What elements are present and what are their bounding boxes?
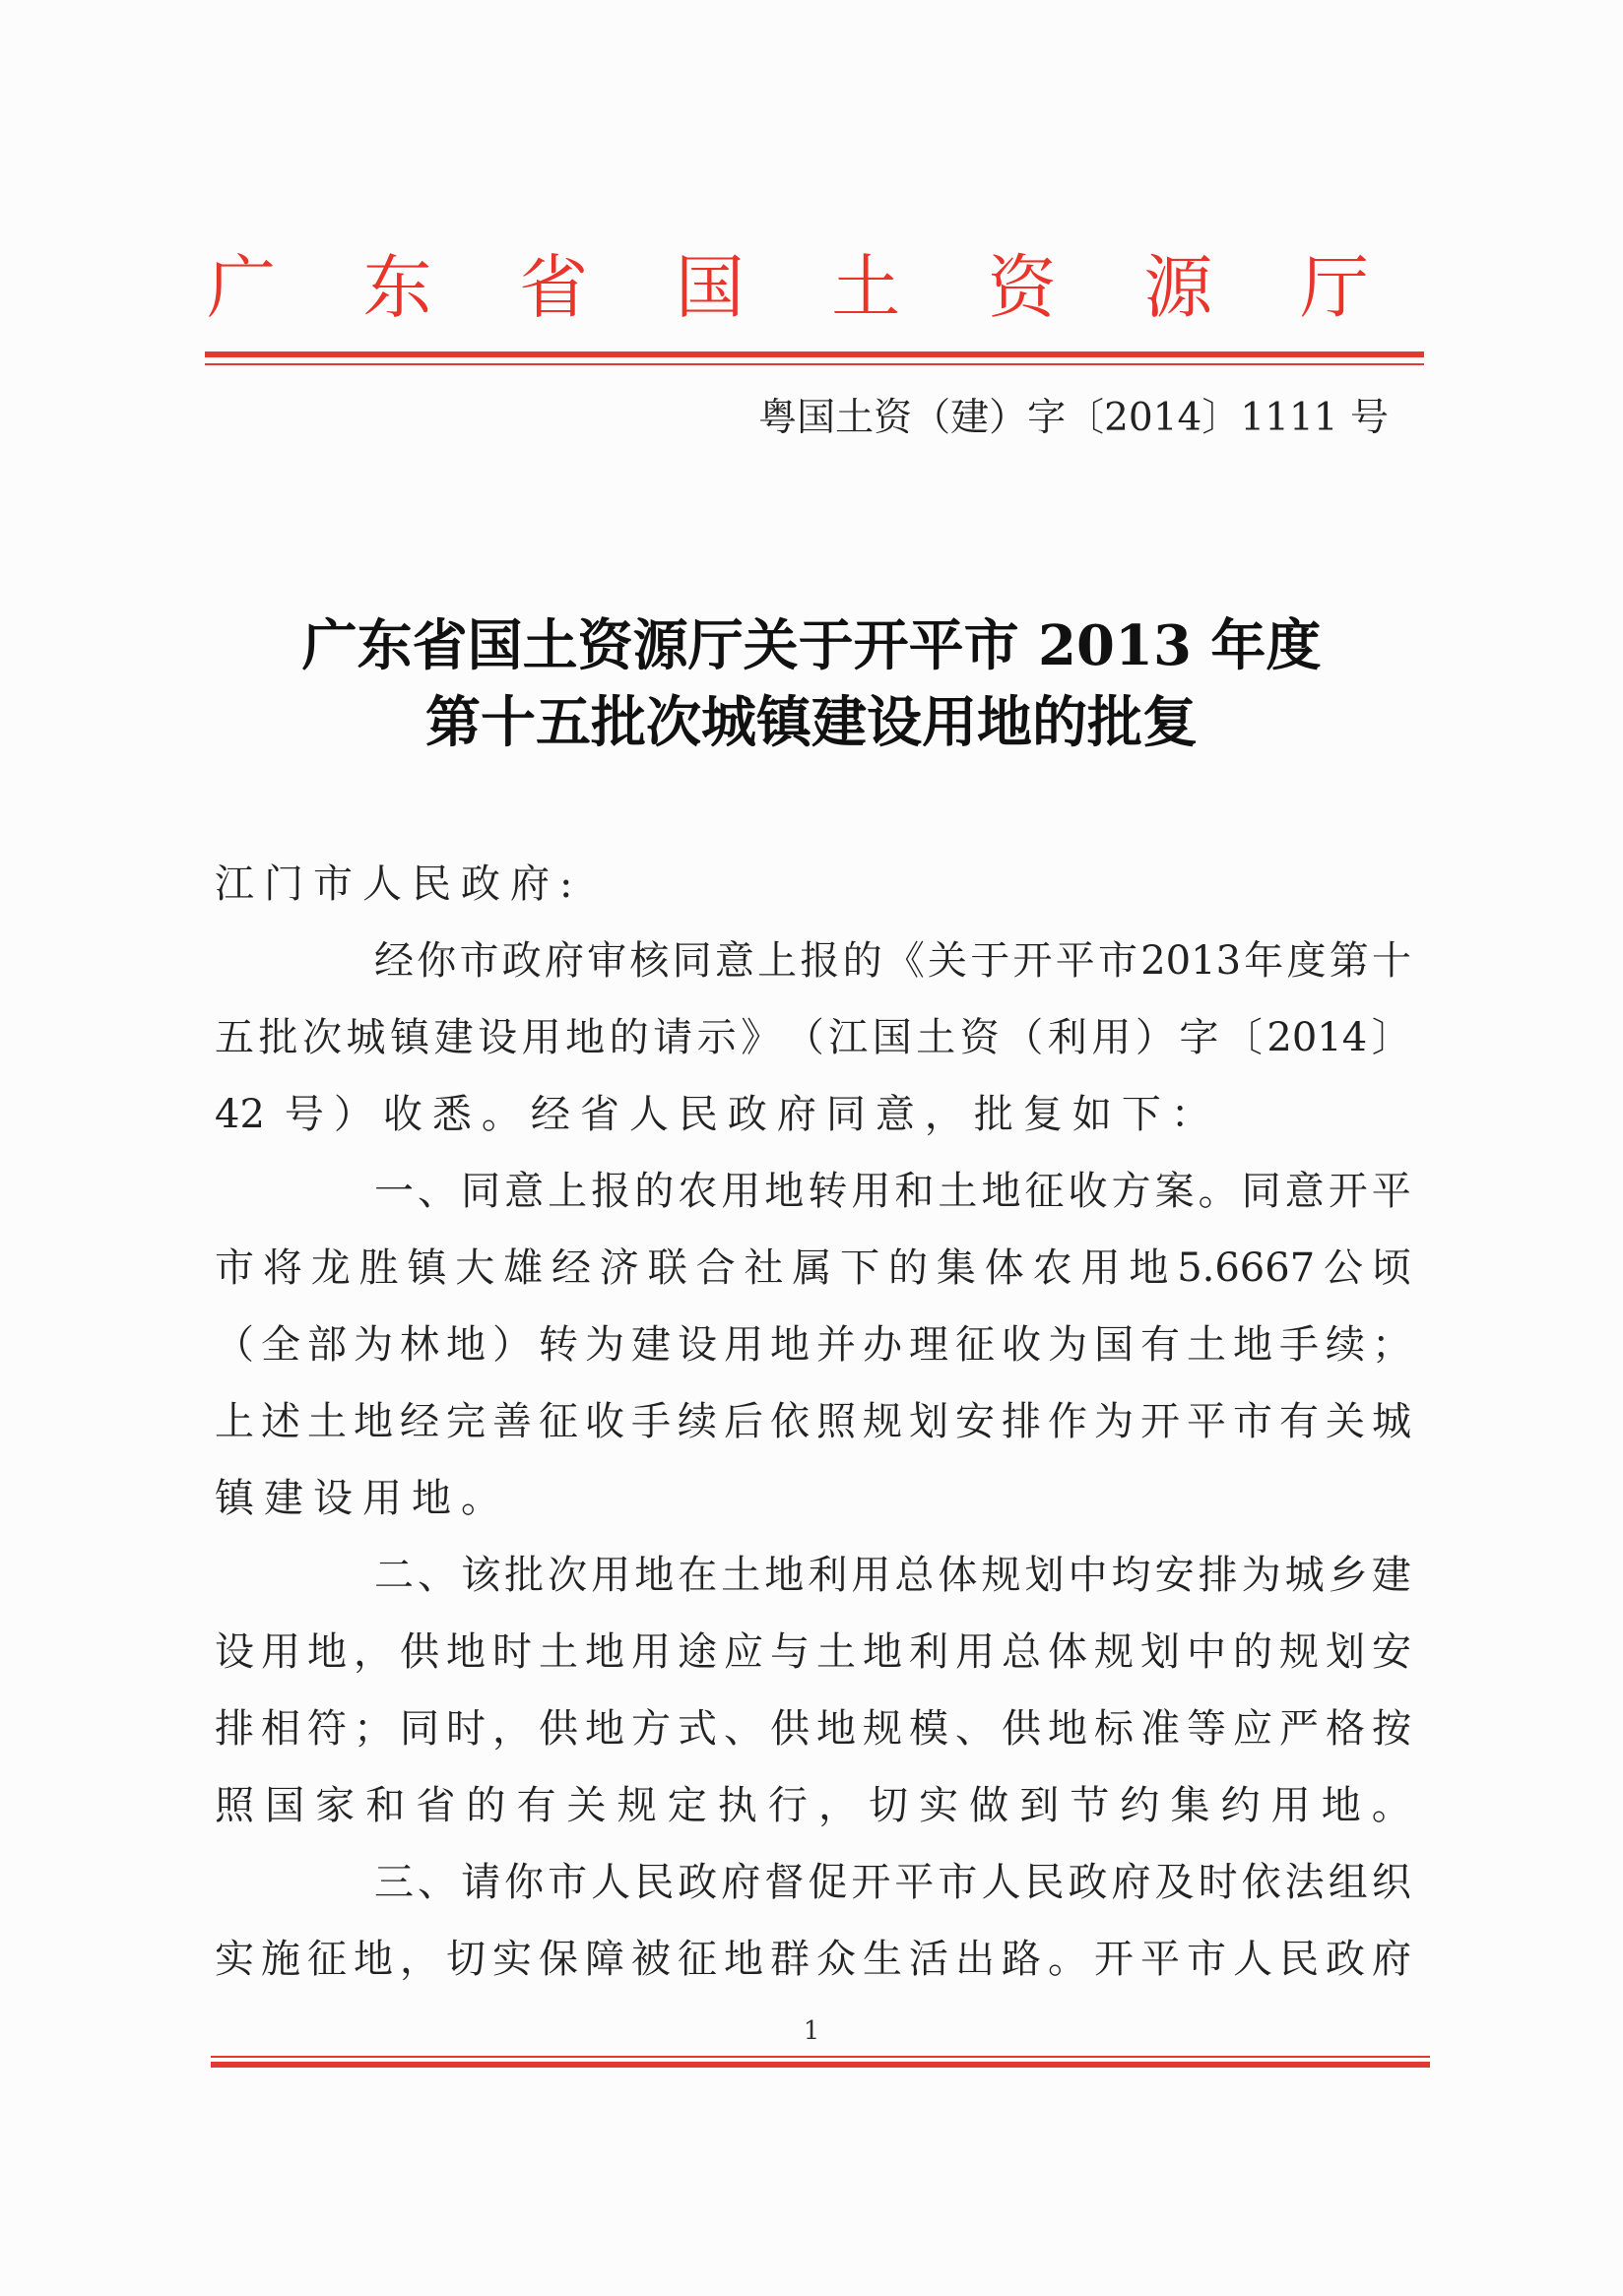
header-char: 厅 [1299,247,1369,328]
footer-red-rule-thick [211,2062,1430,2068]
body-line: 照 国 家 和 省 的 有 关 规 定 执 行 ， 切 实 做 到 节 约 集 约 用 地 。 [215,1783,1411,1828]
header-char: 省 [519,247,589,328]
header-char: 广 [207,247,276,328]
body-line: 排 相 符 ； 同 时 ， 供 地 方 式 、 供 地 规 模 、 供 地 标 准 等 应 严 格 按 [215,1706,1411,1752]
body-line: （ 全 部 为 林 地 ） 转 为 建 设 用 地 并 办 理 征 收 为 国 有 土 地 手 续 ； [215,1322,1411,1368]
header-red-rule-thick [205,351,1424,357]
header-char: 东 [362,247,432,328]
addressee-line: 江 门 市 人 民 政 府 : [215,861,573,907]
body-line: 五 批 次 城 镇 建 设 用 地 的 请 示 》 （ 江 国 土 资 （ 利 用 ） 字 〔 2014 〕 [215,1015,1411,1060]
body-line: 三 、 请 你 市 人 民 政 府 督 促 开 平 市 人 民 政 府 及 时 依 法 组 织 [374,1860,1411,1905]
body-line: 镇 建 设 用 地 。 [215,1476,500,1521]
body-line: 上 述 土 地 经 完 善 征 收 手 续 后 依 照 规 划 安 排 作 为 开 平 市 有 关 城 [215,1399,1411,1444]
header-red-rule-thin [205,363,1424,365]
body-line: 设 用 地 ， 供 地 时 土 地 用 途 应 与 土 地 利 用 总 体 规 划 中 的 规 划 安 [215,1629,1411,1675]
document-title-line-1: 广东省国土资源厅关于开平市 2013 年度 [301,613,1322,678]
body-line: 42 号 ） 收 悉 。 经 省 人 民 政 府 同 意 ， 批 复 如 下 ： [215,1092,1210,1137]
body-line: 二 、 该 批 次 用 地 在 土 地 利 用 总 体 规 划 中 均 安 排 为 城 乡 建 [374,1553,1411,1598]
header-char: 资 [987,247,1057,328]
document-number: 粤国土资（建）字〔2014〕1111 号 [758,396,1389,440]
footer-red-rule-thin [211,2056,1430,2058]
header-char: 源 [1143,247,1213,328]
body-line: 实 施 征 地 ， 切 实 保 障 被 征 地 群 众 生 活 出 路 。 开 平 市 人 民 政 府 [215,1937,1411,1982]
page-number: 1 [803,2016,820,2046]
body-line: 经 你 市 政 府 审 核 同 意 上 报 的 《 关 于 开 平 市 2013 年 度 第 十 [374,938,1411,984]
issuing-authority-header [207,248,1369,327]
header-char: 土 [831,247,901,328]
document-title-line-2: 第十五批次城镇建设用地的批复 [425,690,1198,755]
body-line: 市 将 龙 胜 镇 大 雄 经 济 联 合 社 属 下 的 集 体 农 用 地 5.6667 公 顷 [215,1245,1411,1291]
header-char: 国 [675,247,745,328]
body-line: 一 、 同 意 上 报 的 农 用 地 转 用 和 土 地 征 收 方 案 。 同 意 开 平 [374,1169,1411,1214]
